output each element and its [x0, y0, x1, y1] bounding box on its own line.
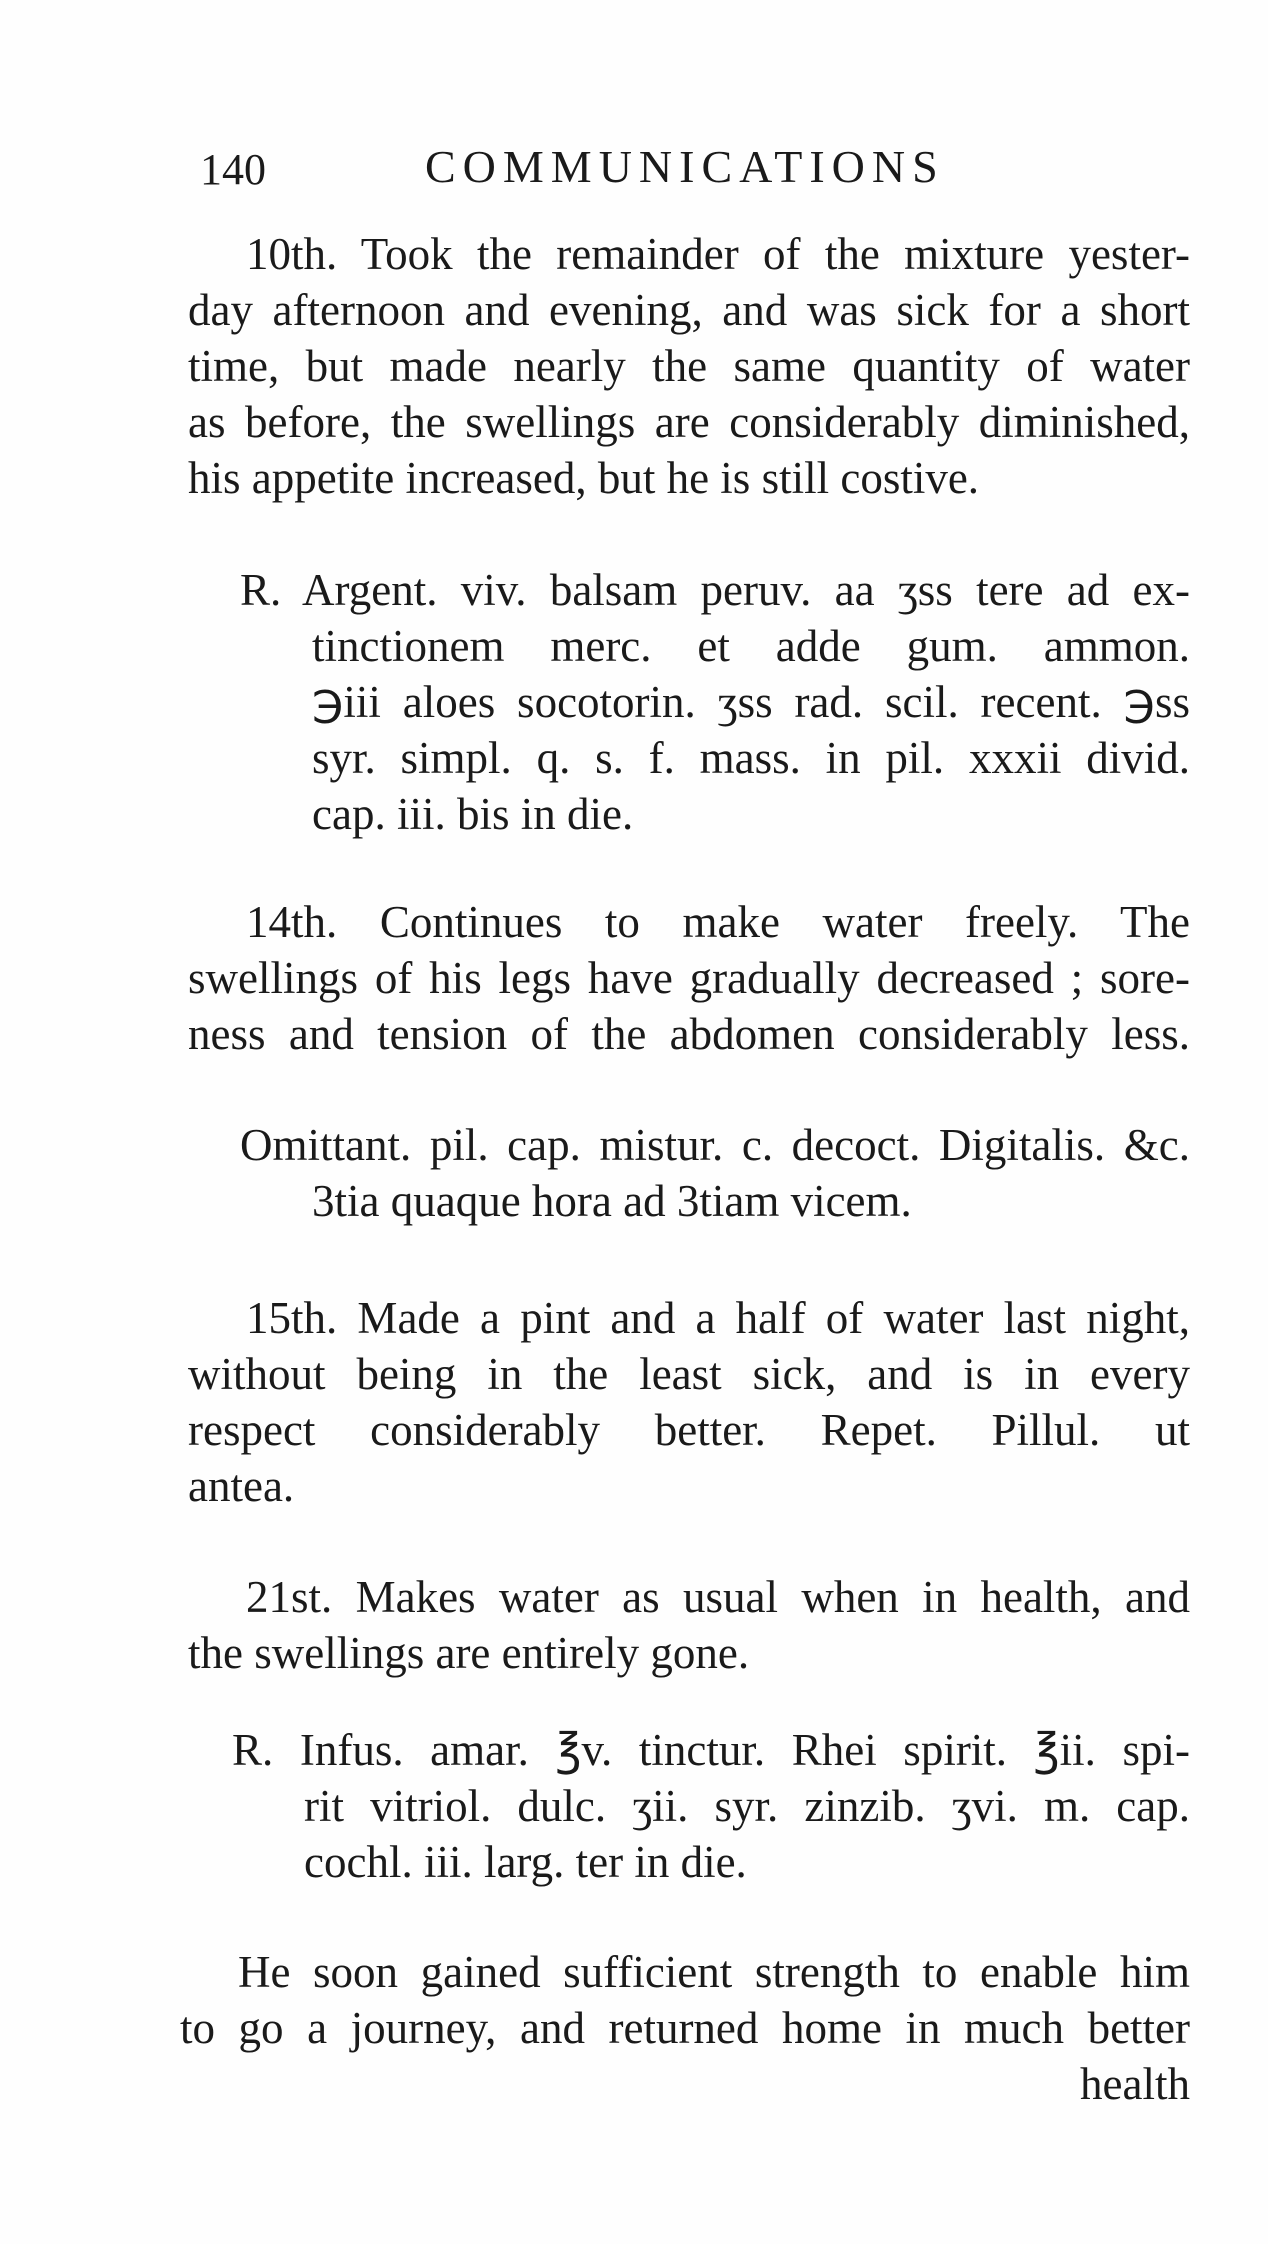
text-line: his appetite increased, but he is still costive. [188, 453, 980, 503]
page-header [200, 140, 1070, 200]
text-line: cap. iii. bis in die. [312, 789, 634, 839]
text-line: 15th. Made a pint and a half of water last night, [246, 1293, 1190, 1343]
text-line: ℈iii aloes socotorin. ʒss rad. scil. recent. ℈ss [312, 677, 1190, 727]
text-line: syr. simpl. q. s. f. mass. in pil. xxxii divid. [312, 733, 1190, 783]
final-paragraph [180, 1944, 1190, 2112]
text-line: He soon gained sufficient strength to enable him [238, 1947, 1190, 1997]
text-line: respect considerably better. Repet. Pillul. ut [188, 1405, 1190, 1455]
prescription-1 [240, 562, 1190, 842]
page-number: 140 [200, 145, 266, 194]
entry-14th [188, 894, 1190, 1062]
text-line: to go a journey, and returned home in much better [180, 2003, 1190, 2053]
text-line: rit vitriol. dulc. ʒii. syr. zinzib. ʒvi. m. cap. [304, 1781, 1190, 1831]
entry-10th [188, 226, 1190, 506]
text-line: swellings of his legs have gradually decreased ; sore- [188, 953, 1190, 1003]
text-line: as before, the swellings are considerably diminished, [188, 397, 1190, 447]
text-line: 3tia quaque hora ad 3tiam vicem. [312, 1176, 912, 1226]
text-line: tinctionem merc. et adde gum. ammon. [312, 621, 1190, 671]
text-line: 14th. Continues to make water freely. The [246, 897, 1190, 947]
text-line: ness and tension of the abdomen considerably less. [188, 1009, 1190, 1059]
entry-15th [188, 1290, 1190, 1514]
text-line: antea. [188, 1461, 295, 1511]
running-title: COMMUNICATIONS [425, 141, 945, 192]
text-line: R. Argent. viv. balsam peruv. aa ʒss tere ad ex- [240, 565, 1190, 615]
text-line: cochl. iii. larg. ter in die. [304, 1837, 747, 1887]
prescription-2 [240, 1117, 1190, 1229]
text-line: R. Infus. amar. ℥v. tinctur. Rhei spirit. ℥ii. spi- [232, 1725, 1190, 1775]
text-line: Omittant. pil. cap. mistur. c. decoct. Digitalis. &c. [240, 1120, 1190, 1170]
entry-21st [188, 1569, 1190, 1681]
text-line: 21st. Makes water as usual when in health, and [246, 1572, 1190, 1622]
catchword: health [1080, 2059, 1190, 2109]
text-line: the swellings are entirely gone. [188, 1628, 750, 1678]
text-line: without being in the least sick, and is in every [188, 1349, 1190, 1399]
text-line: 10th. Took the remainder of the mixture yester- [246, 229, 1190, 279]
prescription-3 [232, 1722, 1190, 1890]
text-line: day afternoon and evening, and was sick for a short [188, 285, 1190, 335]
text-line: time, but made nearly the same quantity of water [188, 341, 1190, 391]
